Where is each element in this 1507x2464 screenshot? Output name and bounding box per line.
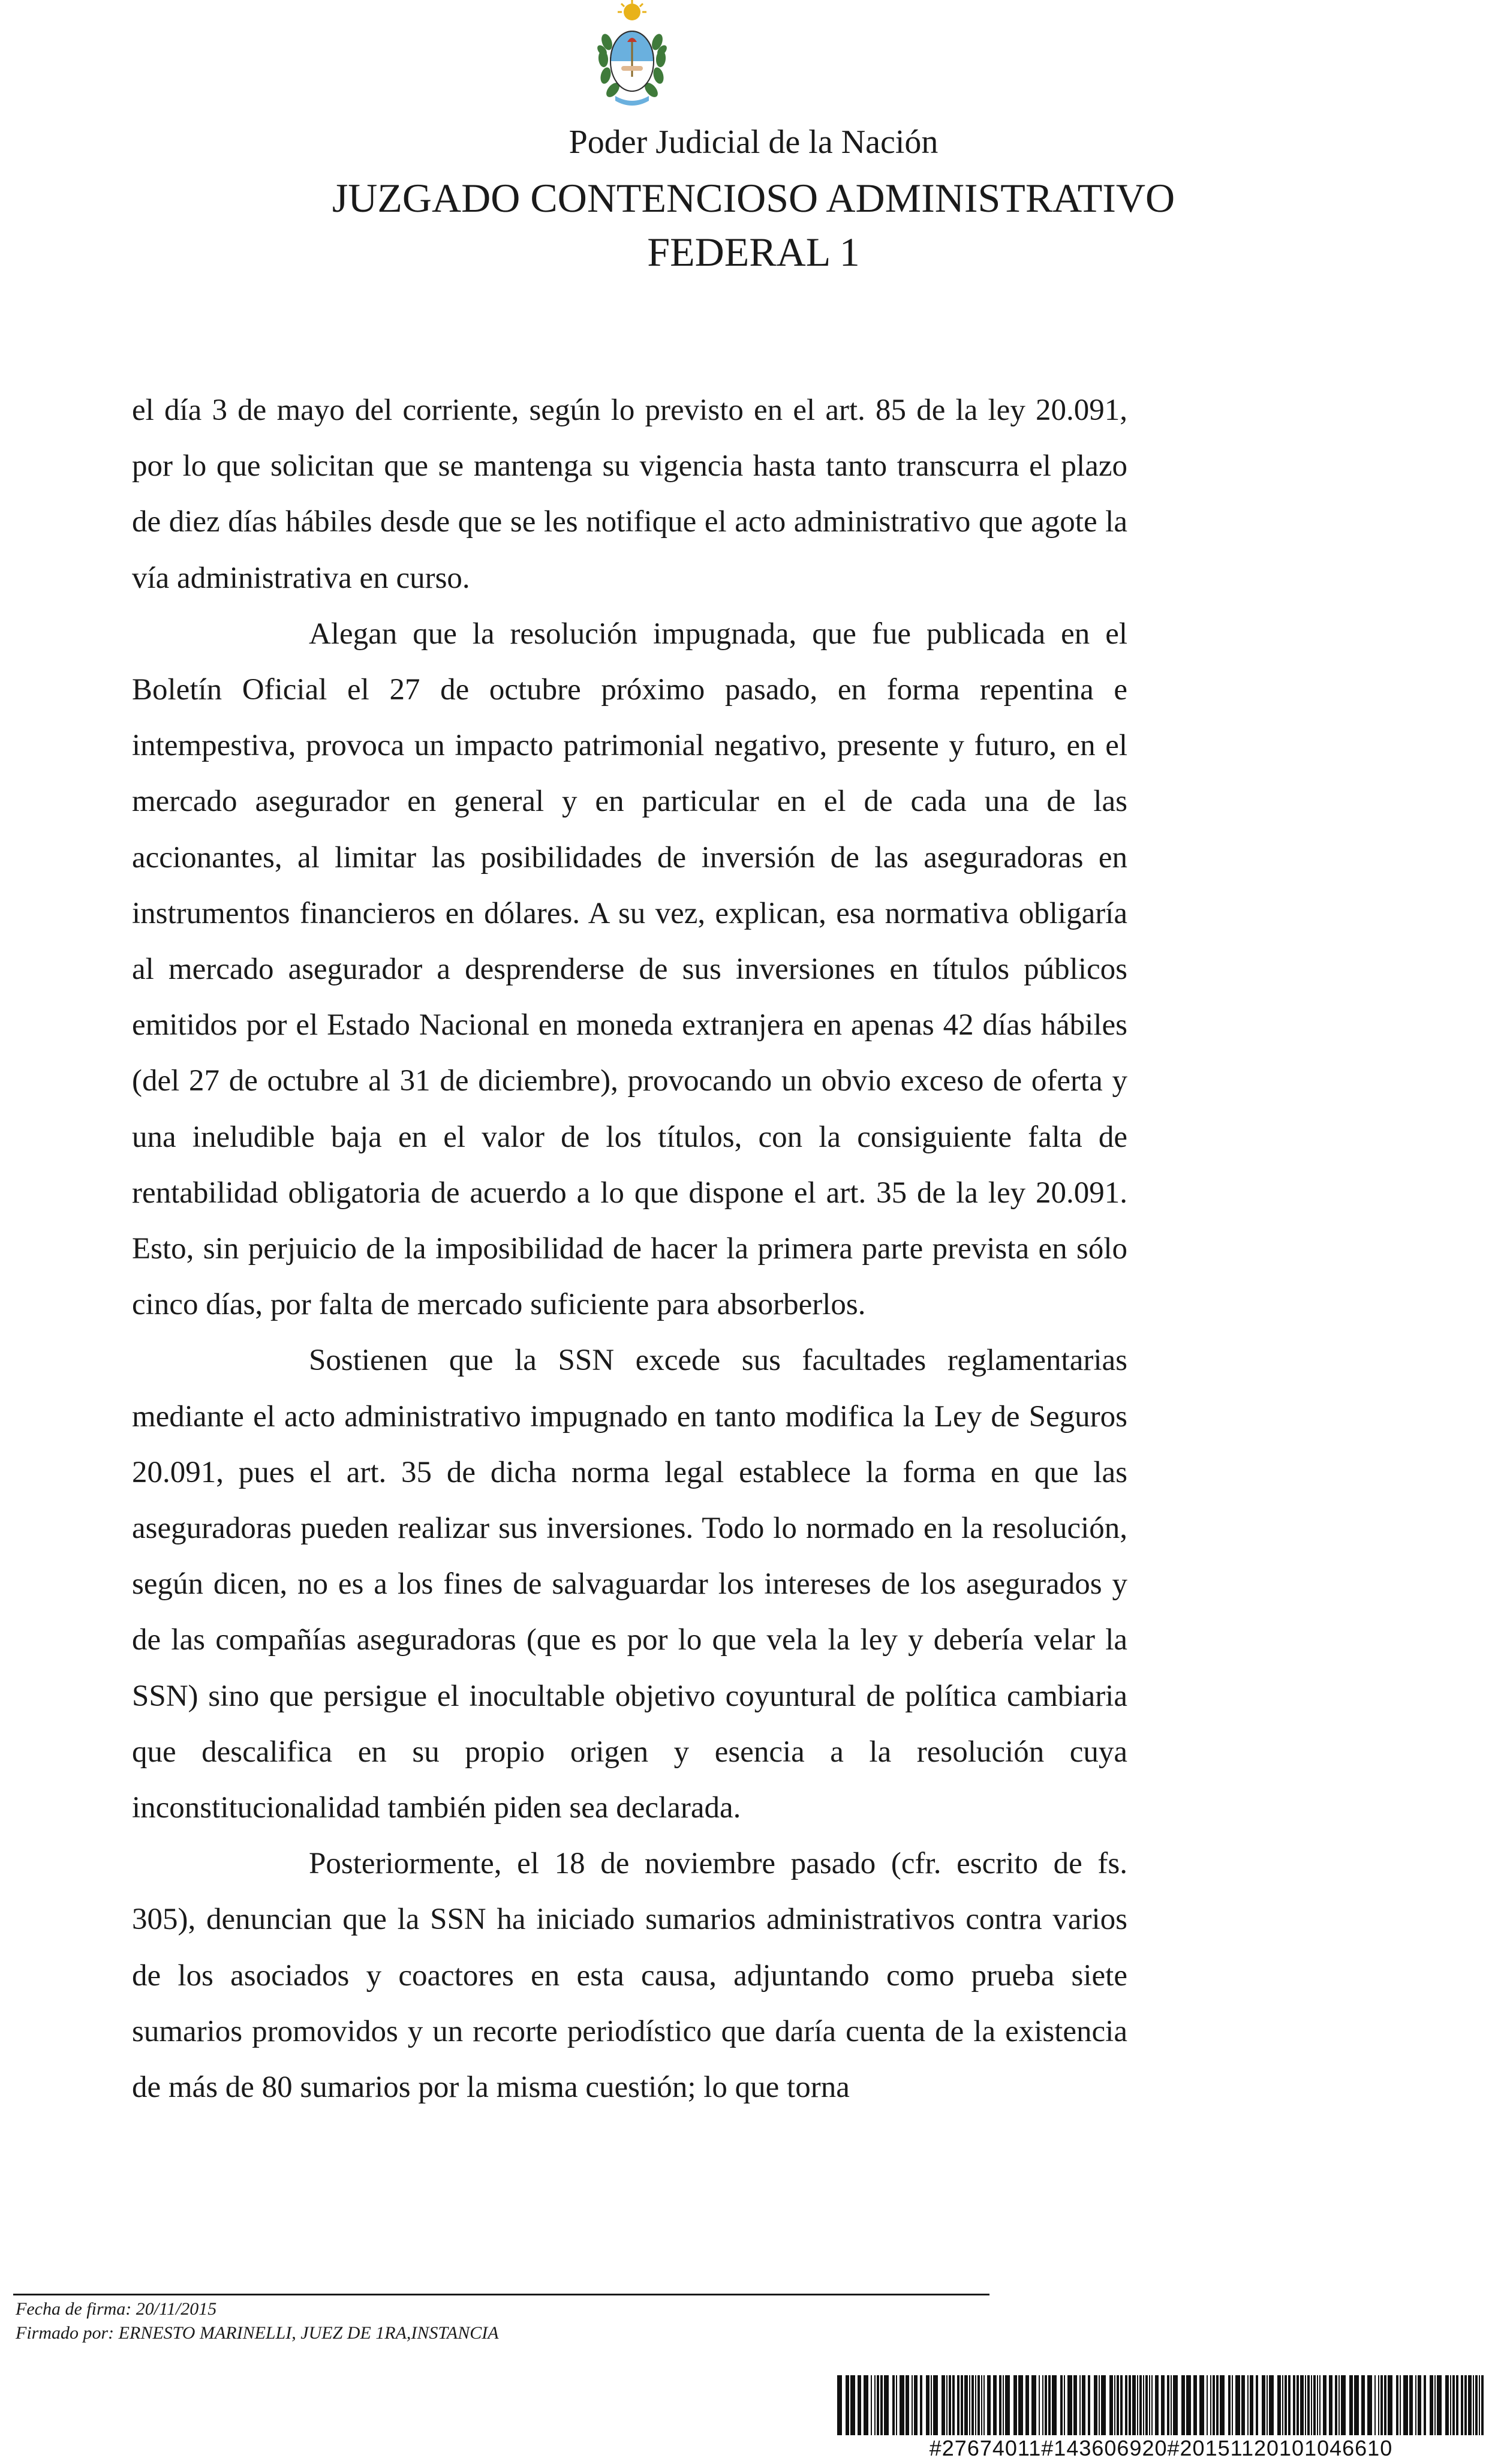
barcode-bar	[1171, 2375, 1172, 2435]
barcode-bar	[1199, 2375, 1204, 2435]
barcode-bar	[1400, 2375, 1401, 2435]
barcode-bar	[1109, 2375, 1113, 2435]
barcode-bar	[1145, 2375, 1148, 2435]
barcode-bar	[1367, 2375, 1372, 2435]
barcode-bar	[1013, 2375, 1017, 2435]
barcode-bar	[920, 2375, 922, 2435]
barcode-bar	[1207, 2375, 1208, 2435]
barcode-bar	[1079, 2375, 1081, 2435]
barcode-bar	[1151, 2375, 1153, 2435]
barcode-bar	[1262, 2375, 1265, 2435]
barcode-bar	[1149, 2375, 1150, 2435]
barcode-bar	[1450, 2375, 1451, 2435]
barcode-bar	[1256, 2375, 1258, 2435]
barcode-bar	[1052, 2375, 1057, 2435]
barcode-bar	[1193, 2375, 1197, 2435]
barcode-bar	[1117, 2375, 1119, 2435]
barcode-bar	[949, 2375, 951, 2435]
barcode-bar	[1297, 2375, 1299, 2435]
barcode-bar	[874, 2375, 876, 2435]
court-name-line2: FEDERAL 1	[647, 229, 860, 275]
barcode-bar	[969, 2375, 970, 2435]
barcode-bar	[1228, 2375, 1231, 2435]
barcode-bar	[1132, 2375, 1136, 2435]
barcode-bar	[1473, 2375, 1474, 2435]
barcode-bar	[880, 2375, 883, 2435]
court-name-line1: JUZGADO CONTENCIOSO ADMINISTRATIVO	[332, 175, 1175, 221]
barcode-bar	[1288, 2375, 1291, 2435]
barcode-bar	[1396, 2375, 1398, 2435]
barcode-bar	[900, 2375, 904, 2435]
barcode-bar	[1213, 2375, 1215, 2435]
barcode-bar	[1125, 2375, 1127, 2435]
barcode-bar	[1388, 2375, 1392, 2435]
barcode-bar	[977, 2375, 980, 2435]
paragraph-4: Posteriormente, el 18 de noviembre pasado (cfr. escrito de fs. 305), denuncian que la SSN ha iniciado sumarios administrativos contra varios de los asociados y coactores en esta causa, adjuntando como prueba siete sumarios promovidos y un recorte periodístico que daría cuenta de la existencia de más de 80 sumarios por la misma cuestión; lo que torna	[132, 1847, 1127, 2105]
barcode-bar	[1437, 2375, 1442, 2435]
barcode-bar	[1173, 2375, 1178, 2435]
barcode-bar	[1311, 2375, 1312, 2435]
barcode-bar	[914, 2375, 918, 2435]
barcode-bar	[946, 2375, 947, 2435]
barcode-bar	[1161, 2375, 1165, 2435]
barcode-bar	[1018, 2375, 1023, 2435]
barcode-bar	[971, 2375, 974, 2435]
barcode-bar	[1094, 2375, 1097, 2435]
paragraph-2: Alegan que la resolución impugnada, que fue publicada en el Boletín Oficial el 27 de octubre próximo pasado, en forma repentina e intempestiva, provoca un impacto patrimonial negativo, presente y futuro, en el mercado asegurador en general y en particular en el de cada una de las accionantes, al limitar las posibilidades de inversión de las aseguradoras en instrumentos financieros en dólares. A su vez, explican, esa normativa obligaría al mercado asegurador a desprenderse de sus inversiones en títulos públicos emitidos por el Estado Nacional en moneda extranjera en apenas 42 días hábiles (del 27 de octubre al 31 de diciembre), provocando un obvio exceso de oferta y una ineludible baja en el valor de los títulos, con la consiguiente falta de rentabilidad obligatoria de acuerdo a lo que dispone el art. 35 de la ley 20.091. Esto, sin perjuicio de la imposibilidad de hacer la primera parte prevista en sólo cinco días, por falta de mercado suficiente para absorberlos.	[132, 617, 1127, 1322]
barcode-bar	[1378, 2375, 1379, 2435]
barcode-bar	[1210, 2375, 1211, 2435]
barcode-bar	[1232, 2375, 1233, 2435]
barcode-bar	[1137, 2375, 1138, 2435]
barcode-bar	[981, 2375, 982, 2435]
barcode-bar	[1060, 2375, 1063, 2435]
barcode-bar	[1101, 2375, 1106, 2435]
signature-date: Fecha de firma: 20/11/2015	[16, 2299, 217, 2319]
footer-divider	[13, 2294, 989, 2295]
barcode-bar	[1468, 2375, 1472, 2435]
barcode-bar	[1285, 2375, 1287, 2435]
barcode-bar	[846, 2375, 849, 2435]
barcode-bar	[1064, 2375, 1065, 2435]
paragraph-3: Sostienen que la SSN excede sus facultades reglamentarias mediante el acto administrativo impugnado en tanto modifica la Ley de Seguros 20.091, pues el art. 35 de dicha norma legal establece la forma en que las aseguradoras pueden realizar sus inversiones. Todo lo normado en la resolución, según dicen, no es a los fines de salvaguardar los intereses de los asegurados y de las compañías aseguradoras (que es por lo que vela la ley y debería velar la SSN) sino que persigue el inocultable objetivo coyuntural de política cambiaria que descalifica en su propio origen y esencia a la resolución cuya inconstitucionalidad también piden sea declarada.	[132, 1344, 1127, 1825]
barcode-text: #27674011#143606920#20151120101046610	[929, 2436, 1393, 2460]
sun-emblem	[618, 0, 646, 20]
barcode-bar	[942, 2375, 945, 2435]
barcode-bar	[877, 2375, 879, 2435]
barcode-bar	[1313, 2375, 1316, 2435]
barcode-bar	[1445, 2375, 1449, 2435]
barcode-bar	[961, 2375, 963, 2435]
barcode-bar	[1186, 2375, 1191, 2435]
barcode-bar	[1277, 2375, 1281, 2435]
barcode-bar	[1434, 2375, 1436, 2435]
ribbon	[615, 96, 649, 106]
barcode-bar	[987, 2375, 991, 2435]
barcode-bar	[1409, 2375, 1413, 2435]
barcode-bar	[896, 2375, 897, 2435]
document-body	[132, 383, 1127, 2116]
barcode-bar	[1031, 2375, 1036, 2435]
barcode-bar	[1005, 2375, 1010, 2435]
barcode-bar	[1475, 2375, 1478, 2435]
barcode-bar	[1456, 2375, 1458, 2435]
barcode-bar	[912, 2375, 913, 2435]
barcode-bar	[1048, 2375, 1051, 2435]
barcode-bar	[1464, 2375, 1467, 2435]
court-system-title: Poder Judicial de la Nación	[568, 124, 939, 161]
barcode-bar	[1335, 2375, 1337, 2435]
barcode-bar	[1461, 2375, 1463, 2435]
barcode-bar	[837, 2375, 842, 2435]
barcode-bar	[1250, 2375, 1253, 2435]
barcode-bar	[1329, 2375, 1332, 2435]
barcode-bar	[850, 2375, 855, 2435]
barcode-bar	[964, 2375, 968, 2435]
barcode-bar	[926, 2375, 930, 2435]
barcode-bar	[1361, 2375, 1365, 2435]
barcode-bar	[1282, 2375, 1283, 2435]
barcode-bar	[1155, 2375, 1159, 2435]
barcode-bar	[858, 2375, 861, 2435]
barcode-bar	[1384, 2375, 1386, 2435]
barcode-bar	[1323, 2375, 1326, 2435]
barcode-bar	[864, 2375, 868, 2435]
barcode-bar	[1319, 2375, 1320, 2435]
shield	[610, 31, 654, 91]
barcode-bar	[1481, 2375, 1484, 2435]
barcode-bar	[1067, 2375, 1072, 2435]
barcode-bar	[1479, 2375, 1480, 2435]
barcode-bar	[1045, 2375, 1047, 2435]
barcode-bar	[1300, 2375, 1304, 2435]
barcode-bar	[952, 2375, 955, 2435]
barcode-bar	[1241, 2375, 1245, 2435]
barcode-bar	[1317, 2375, 1318, 2435]
barcode-bar	[933, 2375, 938, 2435]
barcode-bar	[1424, 2375, 1426, 2435]
barcode-bar	[1307, 2375, 1310, 2435]
barcode-bar	[1430, 2375, 1433, 2435]
barcode-image	[837, 2375, 1485, 2435]
barcode-bar	[1025, 2375, 1029, 2435]
barcode-bar	[957, 2375, 959, 2435]
barcode-bar	[871, 2375, 872, 2435]
barcode-bar	[1305, 2375, 1306, 2435]
barcode-bar	[1003, 2375, 1004, 2435]
barcode-bar	[1143, 2375, 1144, 2435]
barcode-bar	[1235, 2375, 1240, 2435]
barcode-bar	[1293, 2375, 1295, 2435]
barcode-bar	[1452, 2375, 1455, 2435]
barcode-bar	[1380, 2375, 1383, 2435]
barcode-bar	[931, 2375, 932, 2435]
barcode-bar	[1220, 2375, 1225, 2435]
barcode-bar	[1073, 2375, 1077, 2435]
barcode-bar	[1099, 2375, 1100, 2435]
barcode-bar	[1181, 2375, 1185, 2435]
barcode-bar	[993, 2375, 997, 2435]
barcode-bar	[892, 2375, 895, 2435]
barcode-bar	[999, 2375, 1001, 2435]
barcode-bar	[1216, 2375, 1219, 2435]
barcode-bar	[906, 2375, 909, 2435]
barcode-bar	[1403, 2375, 1408, 2435]
barcode-bar	[1341, 2375, 1346, 2435]
paragraph-1: el día 3 de mayo del corriente, según lo previsto en el art. 85 de la ley 20.091, por lo que solicitan que se mantenga su vigencia hasta tanto transcurra el plazo de diez días hábiles desde que se les notifique el acto administrativo que agote la vía administrativa en curso.	[132, 393, 1127, 595]
barcode-bar	[1039, 2375, 1040, 2435]
barcode-bar	[1120, 2375, 1123, 2435]
barcode-bar	[1374, 2375, 1376, 2435]
barcode-bar	[1247, 2375, 1249, 2435]
barcode-bar	[1267, 2375, 1268, 2435]
barcode-bar	[1354, 2375, 1359, 2435]
barcode-bar	[1042, 2375, 1043, 2435]
signed-by: Firmado por: ERNESTO MARINELLI, JUEZ DE 1RA,INSTANCIA	[16, 2323, 499, 2343]
barcode-bar	[884, 2375, 889, 2435]
barcode-bar	[1082, 2375, 1085, 2435]
barcode-bar	[1139, 2375, 1142, 2435]
barcode-bar	[1167, 2375, 1169, 2435]
barcode-bar	[1349, 2375, 1353, 2435]
barcode-bar	[1415, 2375, 1416, 2435]
barcode-bar	[1269, 2375, 1274, 2435]
barcode-bar	[1129, 2375, 1131, 2435]
barcode-bar	[1418, 2375, 1421, 2435]
coat-of-arms-emblem	[591, 0, 673, 108]
barcode-bar	[1338, 2375, 1340, 2435]
barcode-bar	[1114, 2375, 1115, 2435]
barcode-bar	[983, 2375, 985, 2435]
barcode-bar	[1088, 2375, 1090, 2435]
barcode-bar	[975, 2375, 976, 2435]
